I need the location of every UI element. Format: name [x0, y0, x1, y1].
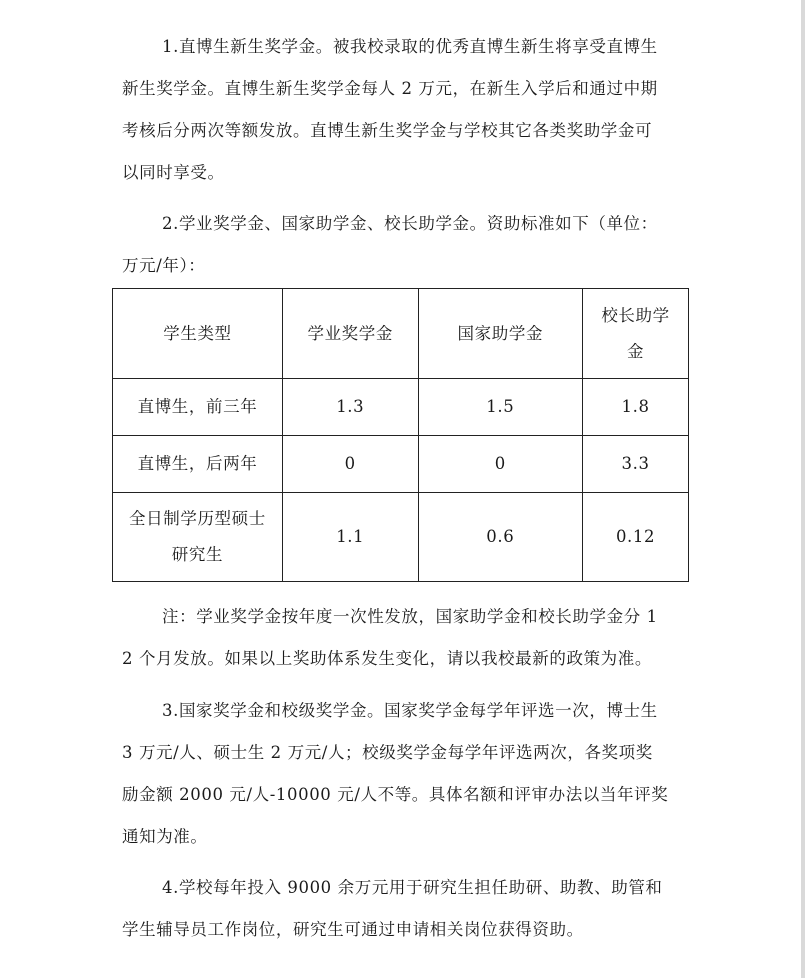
text-line: 学生辅导员工作岗位，研究生可通过申请相关岗位获得资助。 [122, 920, 584, 939]
paragraph-assistantships [122, 867, 688, 951]
text-line: 以同时享受。 [122, 163, 225, 182]
table-cell: 0.6 [418, 493, 583, 582]
text-line: 万元/年）： [122, 256, 206, 275]
header-national-grant: 国家助学金 [418, 289, 583, 379]
paragraph-aid-standards [122, 203, 688, 287]
text-line: 2.学业奖学金、国家助学金、校长助学金。资助标准如下（单位： [162, 214, 658, 233]
table-row [113, 436, 689, 493]
header-student-type: 学生类型 [113, 289, 283, 379]
table-cell: 0.12 [583, 493, 689, 582]
text-line: 3 万元/人、硕士生 2 万元/人；校级奖学金每学年评选两次，各奖项奖 [122, 743, 653, 762]
table-cell: 全日制学历型硕士研究生 [113, 493, 283, 582]
table-cell: 1.8 [583, 379, 689, 436]
text-line: 考核后分两次等额发放。直博生新生奖学金与学校其它各类奖助学金可 [122, 121, 653, 140]
paragraph-note [122, 596, 688, 680]
table-cell: 0 [418, 436, 583, 493]
aid-standards-table [112, 288, 689, 582]
text-line: 注：学业奖学金按年度一次性发放，国家助学金和校长助学金分 1 [162, 607, 658, 626]
table-cell: 直博生，后两年 [113, 436, 283, 493]
header-president-grant: 校长助学金 [583, 289, 689, 379]
header-academic-scholarship: 学业奖学金 [282, 289, 418, 379]
table-cell: 3.3 [583, 436, 689, 493]
text-line: 2 个月发放。如果以上奖助体系发生变化，请以我校最新的政策为准。 [122, 649, 652, 668]
paragraph-new-student-scholarship [122, 26, 688, 194]
table-header-row [113, 289, 689, 379]
table-cell: 1.3 [282, 379, 418, 436]
table-row [113, 493, 689, 582]
text-line: 通知为准。 [122, 827, 208, 846]
table-cell: 0 [282, 436, 418, 493]
table-cell: 1.1 [282, 493, 418, 582]
page-edge-divider [801, 0, 805, 978]
text-line: 3.国家奖学金和校级奖学金。国家奖学金每学年评选一次，博士生 [162, 701, 658, 720]
paragraph-national-scholarship [122, 690, 688, 858]
text-line: 新生奖学金。直博生新生奖学金每人 2 万元，在新生入学后和通过中期 [122, 79, 658, 98]
table-cell: 1.5 [418, 379, 583, 436]
text-line: 1.直博生新生奖学金。被我校录取的优秀直博生新生将享受直博生 [162, 37, 658, 56]
text-line: 励金额 2000 元/人-10000 元/人不等。具体名额和评审办法以当年评奖 [122, 785, 669, 804]
text-line: 4.学校每年投入 9000 余万元用于研究生担任助研、助教、助管和 [162, 878, 663, 897]
table-row [113, 379, 689, 436]
table-cell: 直博生，前三年 [113, 379, 283, 436]
